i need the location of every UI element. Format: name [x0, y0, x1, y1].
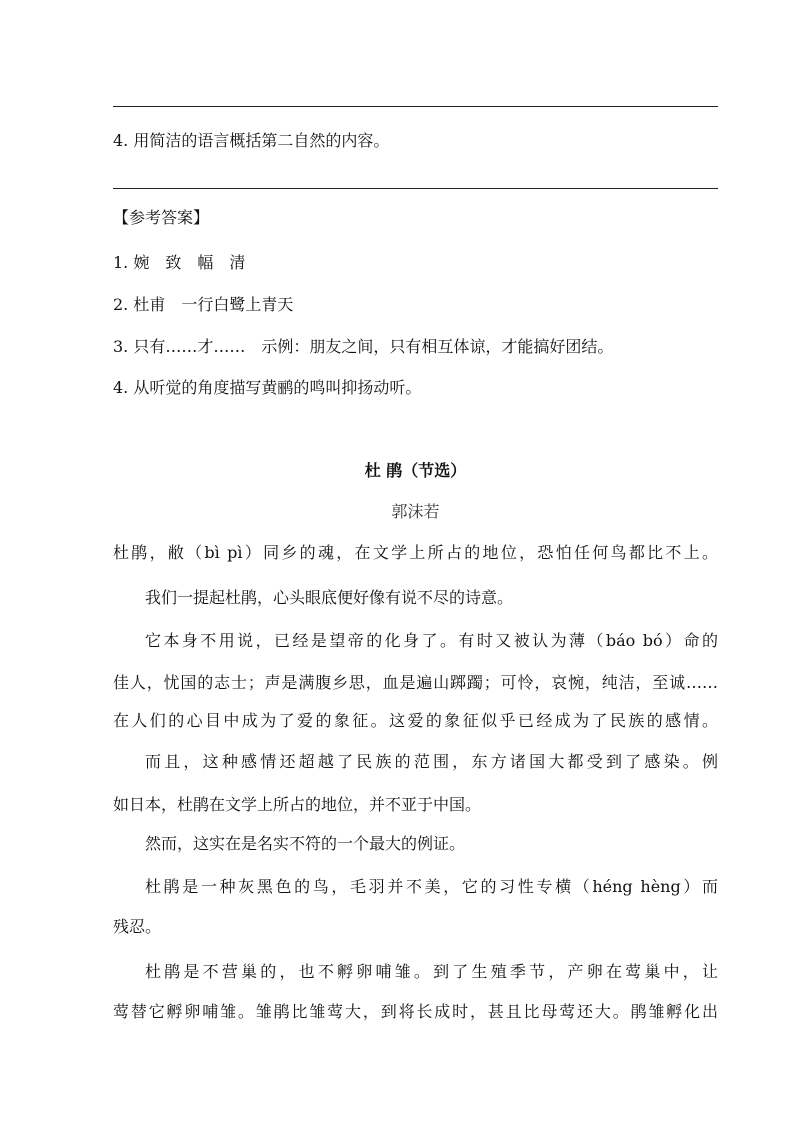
article-line: 而且，这种感情还超越了民族的范围，东方诸国大都受到了感染。例: [145, 752, 718, 771]
answers-heading: 【参考答案】: [113, 208, 210, 227]
answer-item: 1. 婉 致 幅 清: [113, 253, 246, 272]
article-line: 莺替它孵卵哺雏。雏鹃比雏莺大，到将长成时，甚且比母莺还大。鹃雏孵化出: [113, 1002, 718, 1021]
article-line: 我们一提起杜鹃，心头眼底便好像有说不尽的诗意。: [145, 588, 514, 607]
answer-line: [113, 188, 718, 189]
article-line: 杜鹃是一种灰黑色的鸟，毛羽并不美，它的习性专横（héng hèng）而: [145, 877, 718, 896]
answer-item: 2. 杜甫 一行白鹭上青天: [113, 295, 294, 314]
article-author: 郭沫若: [391, 502, 440, 521]
article-line: 佳人，忧国的志士；声是满腹乡思，血是遍山踯躅；可怜，哀惋，纯洁，至诚……: [113, 673, 718, 692]
article-line: 杜鹃是不营巢的，也不孵卵哺雏。到了生殖季节，产卵在莺巢中，让: [145, 962, 718, 981]
question-4: 4. 用简洁的语言概括第二自然的内容。: [113, 131, 390, 150]
answer-line: [113, 106, 718, 107]
answer-item: 3. 只有……才…… 示例：朋友之间，只有相互体谅，才能搞好团结。: [113, 337, 614, 356]
article-title: 杜 鹃（节选）: [364, 461, 467, 480]
article-line: 然而，这实在是名实不符的一个最大的例证。: [145, 834, 466, 853]
article-line: 残忍。: [113, 917, 162, 936]
article-line: 在人们的心目中成为了爱的象征。这爱的象征似乎已经成为了民族的感情。: [113, 711, 718, 730]
article-line: 如日本，杜鹃在文学上所占的地位，并不亚于中国。: [113, 795, 482, 814]
article-line: 它本身不用说，已经是望帝的化身了。有时又被认为薄（báo bó）命的: [145, 631, 718, 650]
article-line: 杜鹃，敝（bì pì）同乡的魂，在文学上所占的地位，恐怕任何鸟都比不上。: [113, 543, 718, 562]
answer-item: 4. 从听觉的角度描写黄鹂的鸣叫抑扬动听。: [113, 378, 422, 397]
